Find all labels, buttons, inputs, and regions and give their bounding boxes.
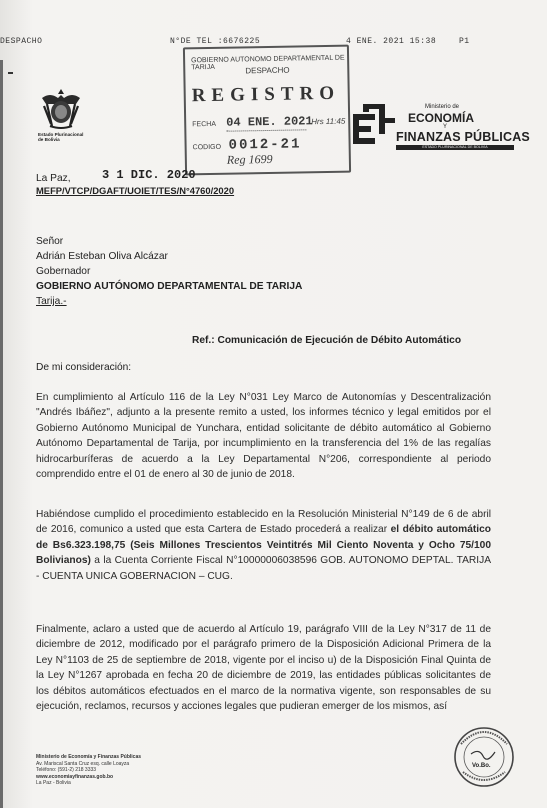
footer-line-3: Teléfono: (591-2) 218 3333 — [36, 767, 97, 774]
stamp-codigo-label: CODIGO — [192, 143, 222, 152]
emblem-caption: Estado Plurinacional de Bolivia — [38, 132, 84, 142]
recipient-name: Adrián Esteban Oliva Alcázar — [36, 251, 168, 262]
fax-page: P1 — [459, 37, 470, 46]
footer-line-2: Av. Mariscal Santa Cruz esq. calle Loayza — [36, 760, 130, 767]
vobo-seal — [453, 726, 515, 788]
ministry-sub: ESTADO PLURINACIONAL DE BOLIVIA — [396, 145, 514, 150]
letter-place: La Paz, — [36, 173, 71, 184]
registro-stamp — [183, 45, 351, 176]
scan-edge — [0, 60, 3, 808]
footer-address — [36, 754, 141, 787]
recipient-title: Gobernador — [36, 266, 91, 277]
paragraph-2-a: Habiéndose cumplido el procedimiento establecido en la Resolución Ministerial N°149 de 6 de abril de 2016, comunico a usted que esta Cartera de Estado procederá a realizar — [36, 509, 491, 536]
footer-line-4: www.economiayfinanzas.gob.bo — [36, 773, 114, 780]
fax-phone: N°DE TEL :6676225 — [170, 37, 261, 46]
fax-date: 4 ENE. 2021 15:38 — [346, 37, 437, 46]
recipient-org: GOBIERNO AUTÓNOMO DEPARTAMENTAL DE TARIJA — [36, 281, 303, 292]
ministry-and: Y — [443, 124, 448, 130]
paragraph-1: En cumplimiento al Artículo 116 de la Ley N°031 Ley Marco de Autonomías y Descentralización "Andrés Ibáñez", adjunto a la presente remito a usted, los informes técnico y legal emitidos por el Gobierno Autónomo Municipal de Yunchara, entidad solicitante de débito automático al Gobierno Autónomo Departamental de Tarija, por incumplimiento en la transferencia del 1% de las regalías hidrocarburíferas de acuerdo a la Ley Departamental N°206, correspondiente al periodo comprendido entre el 01 de enero al 30 de junio de 2018. — [36, 392, 491, 481]
stamp-fecha-value: 04 ENE. 2021 — [226, 114, 313, 130]
recipient-city: Tarija.- — [36, 296, 67, 307]
ministry-economia: ECONOMÍA — [408, 111, 474, 125]
stamp-hora: Hrs 11:45 — [311, 116, 346, 127]
footer-line-1: Ministerio de Economía y Finanzas Públicas — [36, 754, 142, 760]
paragraph-2-amount: el débito automático de Bs6.323.198,75 (Seis Millones Trescientos Veintitrés Mil Ciento Noventa y Ocho 75/100 Bolivianos) — [36, 524, 491, 567]
paragraph-2 — [36, 507, 491, 584]
bolivia-coat-of-arms-icon — [36, 86, 86, 132]
stamp-title: REGISTRO — [191, 82, 341, 107]
ministry-finanzas: FINANZAS PÚBLICAS — [396, 130, 530, 144]
seal-vobo: Vo.Bo. — [472, 763, 491, 769]
stamp-codigo-value: 0012-21 — [228, 136, 302, 154]
paragraph-2-b: a la Cuenta Corriente Fiscal N°10000006038596 GOB. AUTONOMO DEPTAL. TARIJA - CUENTA UNICA GOBERNACION – CUG. — [36, 555, 491, 582]
letter-date: 3 1 DIC. 2020 — [102, 168, 196, 182]
stamp-firma: Reg 1699 — [226, 151, 273, 167]
stamp-fecha-label: FECHA — [192, 120, 217, 129]
stamp-line — [226, 129, 306, 131]
ministry-pre: Ministerio de — [425, 104, 460, 110]
scan-mark — [8, 72, 13, 74]
fax-origin: DESPACHO — [0, 37, 43, 46]
greeting: De mi consideración: — [36, 362, 132, 373]
footer-line-5: La Paz - Bolivia — [36, 780, 71, 787]
salutation: Señor — [36, 236, 64, 247]
stamp-office: DESPACHO — [245, 65, 290, 76]
stamp-entity: GOBIERNO AUTONOMO DEPARTAMENTAL DE TARIJA — [191, 54, 345, 72]
letter-cite: MEFP/VTCP/DGAFT/UOIET/TES/N°4760/2020 — [36, 185, 235, 196]
paragraph-3: Finalmente, aclaro a usted que de acuerdo al Artículo 19, parágrafo VIII de la Ley N°317 de 11 de diciembre de 2012, modificado por el parágrafo primero de la Disposición Adicional Primera de la Ley N°1103 de 25 de septiembre de 2018, vigente por el inciso u) de la Disposición Final Quinta de la Ley N°1267 aprobada en fecha 20 de diciembre de 2019, las entidades públicas solicitantes de los débitos automáticos efectuados en el marco de la normativa vigente, son responsables de su ejecución, reclamos, recursos y acciones legales que pudieran emerger de los mismos, así — [36, 624, 491, 713]
reference: Ref.: Comunicación de Ejecución de Débito Automático — [192, 335, 462, 346]
